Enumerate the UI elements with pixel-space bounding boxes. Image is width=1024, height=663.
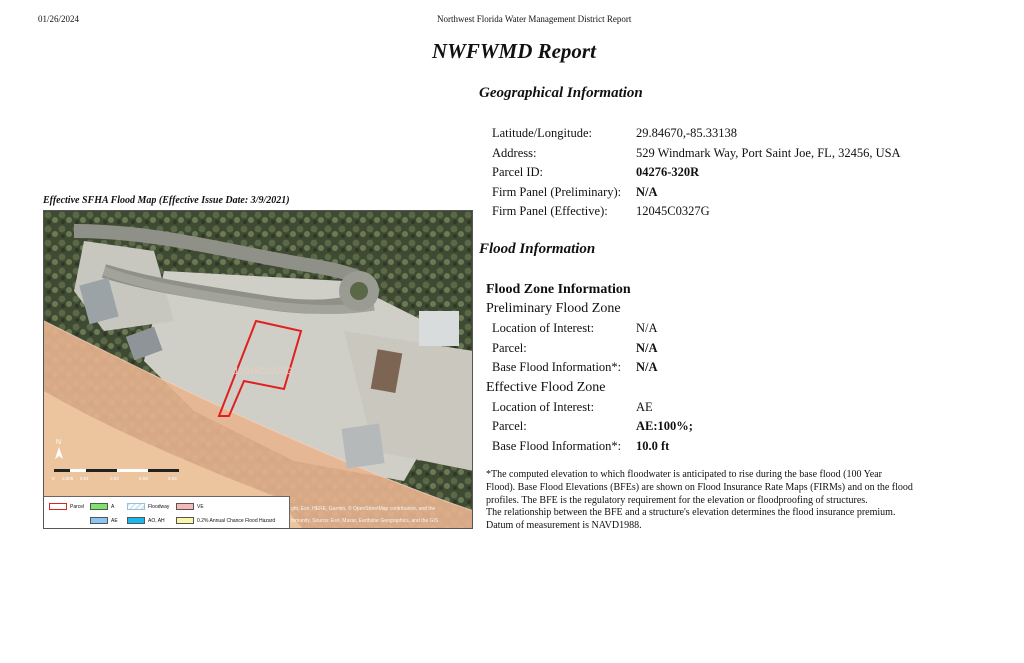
effective-value-location: AE	[636, 400, 653, 414]
flood-map[interactable]	[43, 210, 473, 529]
geo-label-latlon: Latitude/Longitude:	[492, 126, 592, 140]
footnote-line-2: Flood). Base Flood Elevations (BFEs) are shown on Flood Insurance Rate Maps (FIRMs) and on the flood	[486, 481, 913, 493]
prelim-value-bfe: N/A	[636, 360, 658, 374]
map-panel-label: 12045C0327G	[234, 366, 293, 376]
report-date: 01/26/2024	[38, 14, 80, 24]
footnote-line-3: profiles. The BFE is the regulatory requirement for the elevation or floodproofing of structures.	[486, 494, 868, 506]
flood-heading: Flood Information	[479, 241, 596, 257]
bfe-footnote	[486, 469, 946, 533]
geo-value-latlon: 29.84670,-85.33138	[636, 126, 738, 140]
effective-label-bfe: Base Flood Information*:	[492, 439, 622, 453]
scale-label-0: 0	[52, 476, 55, 481]
geo-label-address: Address:	[492, 146, 537, 160]
footnote-line-5: Datum of measurement is NAVD1988.	[486, 520, 642, 532]
effective-zone-heading: Effective Flood Zone	[486, 380, 606, 395]
geo-label-firm-effective: Firm Panel (Effective):	[492, 204, 608, 218]
map-attribution-2: mmunity, Source: Esri, Maxar, Earthstar Geographics, and the GIS	[291, 518, 439, 524]
flood-zone-info-heading: Flood Zone Information	[486, 282, 631, 297]
prelim-value-location: N/A	[636, 321, 658, 335]
prelim-zone-heading: Preliminary Flood Zone	[486, 301, 621, 316]
north-label: N	[56, 439, 62, 446]
legend-item-ae: AE	[90, 517, 118, 524]
scale-label-3: 0.02	[110, 476, 119, 481]
legend-item-ve: VE	[176, 503, 204, 510]
scale-label-2: 0.01	[80, 476, 89, 481]
footnote-line-1: *The computed elevation to which floodwater is anticipated to rise during the base flood (100 Year	[486, 469, 883, 480]
effective-label-parcel: Parcel:	[492, 419, 527, 433]
effective-value-bfe: 10.0 ft	[636, 439, 670, 453]
geo-value-parcel-id: 04276-320R	[636, 165, 700, 179]
prelim-label-parcel: Parcel:	[492, 341, 527, 355]
scale-label-1: 0.005	[62, 476, 74, 481]
geo-value-firm-effective: 12045C0327G	[636, 204, 710, 218]
map-attribution-1: ght, Esri, HERE, Garmin, © OpenStreetMap contributors, and the	[291, 506, 436, 512]
geo-heading: Geographical Information	[479, 85, 643, 101]
geo-value-firm-prelim: N/A	[636, 185, 658, 199]
map-legend	[44, 496, 290, 529]
effective-value-parcel: AE:100%;	[636, 419, 693, 433]
prelim-label-bfe: Base Flood Information*:	[492, 360, 622, 374]
legend-item-ao-ah: AO, AH	[127, 517, 165, 524]
legend-item-floodway: Floodway	[127, 503, 169, 510]
effective-label-location: Location of Interest:	[492, 400, 595, 414]
map-title: Effective SFHA Flood Map (Effective Issue Date: 3/9/2021)	[43, 195, 290, 206]
legend-item-02-annual: 0.2% Annual Chance Flood Hazard	[176, 517, 275, 524]
legend-item-parcel: Parcel	[49, 503, 84, 510]
prelim-value-parcel: N/A	[636, 341, 658, 355]
geo-label-parcel-id: Parcel ID:	[492, 165, 544, 179]
legend-item-a: A	[90, 503, 114, 510]
prelim-label-location: Location of Interest:	[492, 321, 595, 335]
geo-value-address: 529 Windmark Way, Port Saint Joe, FL, 32456, USA	[636, 146, 901, 160]
scale-label-5: 0.04	[168, 476, 177, 481]
report-header-title: Northwest Florida Water Management District Report	[437, 14, 632, 24]
map-image	[44, 211, 473, 529]
footnote-line-4: The relationship between the BFE and a structure's elevation determines the flood insurance premium.	[486, 507, 896, 519]
page-title: NWFWMD Report	[432, 39, 596, 63]
geo-label-firm-prelim: Firm Panel (Preliminary):	[492, 185, 622, 199]
scale-label-4: 0.03	[139, 476, 148, 481]
